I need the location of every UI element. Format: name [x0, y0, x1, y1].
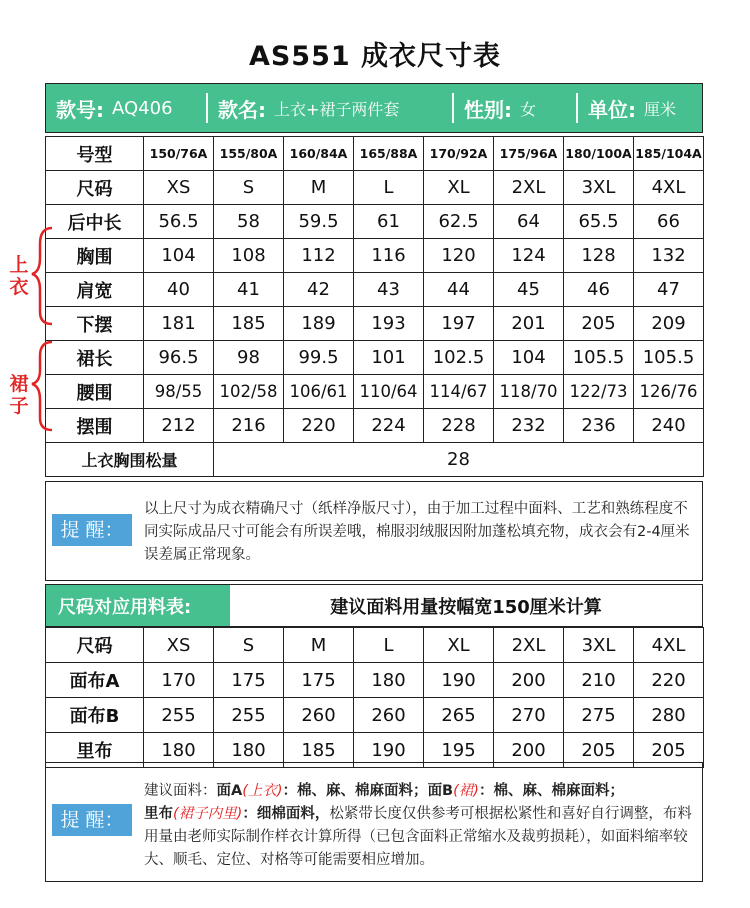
group-brackets — [30, 224, 58, 439]
fabric-a-text: ：棉、麻、棉麻面料； — [282, 783, 428, 799]
fabric-reminder-rest: 松紧带长度仅供参考可根据松紧性和喜好自行调整，布料用量由老师实际制作样衣计算所得（已包含面料正常缩水及裁剪损耗），如面料缩率较大、顺毛、定位、对格等可能需要相应增加。 — [144, 806, 692, 868]
table-cell: 270 — [494, 698, 564, 733]
row-label: 号型 — [46, 137, 144, 171]
table-cell: 59.5 — [284, 205, 354, 239]
table-cell: 255 — [144, 698, 214, 733]
table-cell: 98/55 — [144, 375, 214, 409]
table-cell: 216 — [214, 409, 284, 443]
table-cell: 116 — [354, 239, 424, 273]
table-cell: 4XL — [634, 628, 704, 663]
size-row — [46, 239, 704, 273]
table-cell: 43 — [354, 273, 424, 307]
gender — [454, 84, 576, 132]
table-cell: 180/100A — [564, 137, 634, 171]
table-cell: 98 — [214, 341, 284, 375]
table-cell: 232 — [494, 409, 564, 443]
divider — [576, 93, 578, 123]
table-cell: M — [284, 628, 354, 663]
ease-value: 28 — [214, 443, 704, 477]
row-label: 里布 — [46, 733, 144, 768]
size-row — [46, 171, 704, 205]
row-label: 面布B — [46, 698, 144, 733]
table-cell: 45 — [494, 273, 564, 307]
table-cell: 104 — [144, 239, 214, 273]
table-cell: 185 — [284, 733, 354, 768]
reminder-box — [45, 481, 703, 581]
table-cell: 56.5 — [144, 205, 214, 239]
fabric-b-tag: (裙) — [453, 783, 479, 799]
row-label: 肩宽 — [46, 273, 144, 307]
table-cell: 102/58 — [214, 375, 284, 409]
ease-label: 上衣胸围松量 — [46, 443, 214, 477]
table-cell: 110/64 — [354, 375, 424, 409]
table-cell: 3XL — [564, 628, 634, 663]
size-row — [46, 341, 704, 375]
table-cell: 155/80A — [214, 137, 284, 171]
size-row — [46, 205, 704, 239]
style-number-label: 款号: — [56, 97, 104, 122]
table-cell: 65.5 — [564, 205, 634, 239]
reminder-badge: 提 醒： — [52, 514, 132, 546]
table-cell: 180 — [214, 733, 284, 768]
table-cell: 181 — [144, 307, 214, 341]
style-number — [46, 84, 206, 132]
table-cell: 62.5 — [424, 205, 494, 239]
table-cell: M — [284, 171, 354, 205]
fabric-advice-label: 建议面料： — [144, 783, 217, 799]
table-cell: 108 — [214, 239, 284, 273]
fabric-row — [46, 628, 704, 663]
table-cell: 185 — [214, 307, 284, 341]
table-cell: 265 — [424, 698, 494, 733]
fabric-width-note: 建议面料用量按幅宽150厘米计算 — [330, 596, 602, 618]
gender-label: 性别: — [464, 97, 512, 122]
size-row — [46, 137, 704, 171]
table-cell: 275 — [564, 698, 634, 733]
table-cell: 240 — [634, 409, 704, 443]
fabric-row — [46, 698, 704, 733]
fabric-reminder-badge: 提 醒： — [52, 804, 132, 836]
table-cell: 195 — [424, 733, 494, 768]
table-cell: S — [214, 171, 284, 205]
table-cell: 228 — [424, 409, 494, 443]
table-cell: 3XL — [564, 171, 634, 205]
table-cell: 106/61 — [284, 375, 354, 409]
table-cell: 150/76A — [144, 137, 214, 171]
table-cell: 200 — [494, 663, 564, 698]
size-row — [46, 273, 704, 307]
table-cell: 132 — [634, 239, 704, 273]
table-cell: S — [214, 628, 284, 663]
table-cell: 175/96A — [494, 137, 564, 171]
table-cell: 205 — [634, 733, 704, 768]
style-number-value: AQ406 — [112, 97, 173, 119]
row-label: 后中长 — [46, 205, 144, 239]
lining-text: ：细棉面料， — [242, 806, 330, 822]
fabric-reminder-box — [45, 762, 703, 882]
table-cell: 224 — [354, 409, 424, 443]
style-name-label: 款名: — [218, 97, 266, 122]
row-label: 下摆 — [46, 307, 144, 341]
table-cell: 185/104A — [634, 137, 704, 171]
row-label: 裙长 — [46, 341, 144, 375]
fabric-a-tag: (上衣) — [242, 783, 283, 799]
table-cell: 46 — [564, 273, 634, 307]
reminder-text: 以上尺寸为成衣精确尺寸（纸样净版尺寸），由于加工过程中面料、工艺和熟练程度不同实际成品尺寸可能会有所误差哦，棉服羽绒服因附加蓬松填充物，成衣会有2-4厘米误差属正常现象。 — [144, 501, 690, 563]
row-label: 腰围 — [46, 375, 144, 409]
table-cell: 180 — [144, 733, 214, 768]
table-cell: XL — [424, 628, 494, 663]
table-cell: 40 — [144, 273, 214, 307]
row-label: 摆围 — [46, 409, 144, 443]
table-cell: 220 — [284, 409, 354, 443]
table-cell: 189 — [284, 307, 354, 341]
fabric-header — [45, 584, 703, 627]
table-cell: 66 — [634, 205, 704, 239]
row-label: 胸围 — [46, 239, 144, 273]
table-cell: 105.5 — [634, 341, 704, 375]
table-cell: 102.5 — [424, 341, 494, 375]
table-cell: 126/76 — [634, 375, 704, 409]
bracket-top — [32, 228, 52, 324]
table-cell: 104 — [494, 341, 564, 375]
table-cell: 101 — [354, 341, 424, 375]
ease-row — [46, 443, 704, 477]
gender-value: 女 — [520, 99, 537, 119]
table-cell: 205 — [564, 307, 634, 341]
table-cell: 170/92A — [424, 137, 494, 171]
bracket-skirt — [32, 342, 52, 430]
style-name — [208, 84, 452, 132]
table-cell: 2XL — [494, 171, 564, 205]
table-cell: 41 — [214, 273, 284, 307]
fabric-a-label: 面A — [216, 783, 243, 799]
table-cell: XL — [424, 171, 494, 205]
group-label-top: 上衣 — [9, 254, 29, 298]
table-cell: 220 — [634, 663, 704, 698]
unit-label: 单位: — [588, 97, 636, 122]
table-cell: 124 — [494, 239, 564, 273]
size-row — [46, 375, 704, 409]
table-cell: 255 — [214, 698, 284, 733]
size-row — [46, 307, 704, 341]
size-row — [46, 409, 704, 443]
size-table — [45, 136, 704, 477]
table-cell: 160/84A — [284, 137, 354, 171]
divider — [206, 93, 208, 123]
table-cell: 112 — [284, 239, 354, 273]
unit — [578, 84, 702, 132]
table-cell: 205 — [564, 733, 634, 768]
table-cell: XS — [144, 628, 214, 663]
table-cell: 61 — [354, 205, 424, 239]
row-label: 尺码 — [46, 628, 144, 663]
divider — [452, 93, 454, 123]
table-cell: 210 — [564, 663, 634, 698]
table-cell: 4XL — [634, 171, 704, 205]
table-cell: 200 — [494, 733, 564, 768]
table-cell: XS — [144, 171, 214, 205]
table-cell: 175 — [214, 663, 284, 698]
table-cell: 114/67 — [424, 375, 494, 409]
fabric-b-text: ：棉、麻、棉麻面料； — [478, 783, 624, 799]
fabric-table — [45, 627, 704, 768]
table-cell: 47 — [634, 273, 704, 307]
lining-tag: (裙子内里) — [173, 806, 243, 822]
fabric-row — [46, 663, 704, 698]
product-info-bar — [45, 83, 703, 133]
fabric-b-label: 面B — [427, 783, 454, 799]
row-label: 尺码 — [46, 171, 144, 205]
table-cell: 236 — [564, 409, 634, 443]
table-cell: 201 — [494, 307, 564, 341]
table-cell: 105.5 — [564, 341, 634, 375]
table-cell: 209 — [634, 307, 704, 341]
table-cell: 128 — [564, 239, 634, 273]
table-cell: 120 — [424, 239, 494, 273]
table-cell: 260 — [284, 698, 354, 733]
table-cell: 96.5 — [144, 341, 214, 375]
table-cell: 212 — [144, 409, 214, 443]
unit-value: 厘米 — [644, 99, 677, 119]
table-cell: 193 — [354, 307, 424, 341]
table-cell: 175 — [284, 663, 354, 698]
table-cell: 180 — [354, 663, 424, 698]
table-cell: 64 — [494, 205, 564, 239]
fabric-heading: 尺码对应用料表: — [46, 585, 230, 626]
table-cell: 190 — [424, 663, 494, 698]
table-cell: L — [354, 628, 424, 663]
table-cell: 170 — [144, 663, 214, 698]
page-title: AS551 成衣尺寸表 — [248, 41, 502, 72]
table-cell: 165/88A — [354, 137, 424, 171]
table-cell: 260 — [354, 698, 424, 733]
table-cell: 122/73 — [564, 375, 634, 409]
table-cell: 99.5 — [284, 341, 354, 375]
table-cell: 190 — [354, 733, 424, 768]
table-cell: 42 — [284, 273, 354, 307]
table-cell: 118/70 — [494, 375, 564, 409]
table-cell: 44 — [424, 273, 494, 307]
table-cell: 197 — [424, 307, 494, 341]
table-cell: 280 — [634, 698, 704, 733]
row-label: 面布A — [46, 663, 144, 698]
table-cell: 2XL — [494, 628, 564, 663]
style-name-value: 上衣+裙子两件套 — [274, 99, 400, 119]
fabric-reminder-text — [144, 780, 696, 872]
table-cell: L — [354, 171, 424, 205]
table-cell: 58 — [214, 205, 284, 239]
group-label-skirt: 裙子 — [9, 373, 29, 417]
lining-label: 里布 — [144, 806, 173, 822]
